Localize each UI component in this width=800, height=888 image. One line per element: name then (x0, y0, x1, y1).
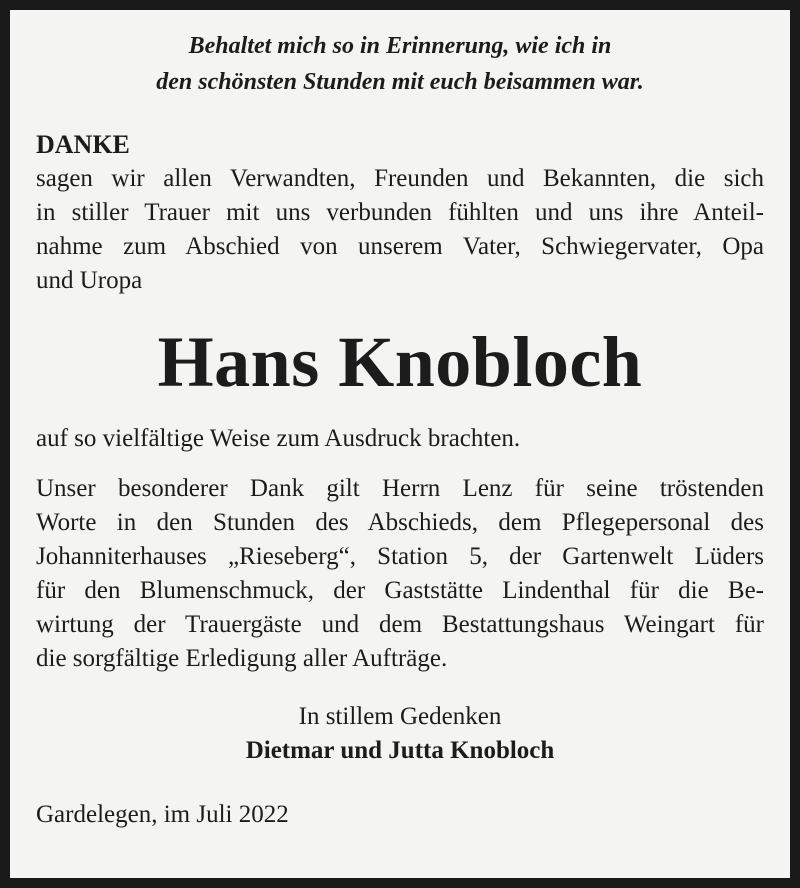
after-name-text: auf so vielfältige Weise zum Ausdruck brachten. (36, 425, 521, 452)
thanks-line-3: Johanniterhauses „Rieseberg“, Station 5, der Gartenwelt Lüders (36, 543, 764, 570)
danke-line-1: sagen wir allen Verwandten, Freunden und Bekannten, die sich (36, 165, 764, 192)
danke-line-4: und Uropa (36, 267, 143, 294)
deceased-name: Hans Knobloch (157, 322, 643, 402)
thanks-line-4: für den Blumenschmuck, der Gaststätte Lindenthal für die Be- (36, 577, 764, 604)
signers-names: Dietmar und Jutta Knobloch (245, 737, 555, 764)
special-thanks-paragraph (36, 472, 764, 676)
thanks-line-6: die sorgfältige Erledigung aller Aufträge. (36, 645, 448, 672)
motto-quote (36, 28, 764, 100)
danke-paragraph (36, 162, 764, 298)
danke-heading: DANKE (36, 130, 130, 159)
obituary-notice (36, 28, 764, 832)
motto-line-1: Behaltet mich so in Erinnerung, wie ich in (188, 33, 612, 59)
thanks-line-2: Worte in den Stunden des Abschieds, dem Pflegepersonal des (36, 509, 764, 536)
place-date: Gardelegen, im Juli 2022 (36, 801, 289, 828)
thanks-line-1: Unser besonderer Dank gilt Herrn Lenz für seine tröstenden (36, 475, 764, 502)
thanks-line-5: wirtung der Trauergäste und dem Bestattungshaus Weingart für (36, 611, 764, 638)
danke-line-3: nahme zum Abschied von unserem Vater, Schwiegervater, Opa (36, 233, 764, 260)
danke-line-2: in stiller Trauer mit uns verbunden fühlten und uns ihre Anteil- (36, 199, 764, 226)
motto-line-2: den schönsten Stunden mit euch beisammen war. (156, 69, 644, 95)
memory-phrase: In stillem Gedenken (298, 703, 502, 730)
